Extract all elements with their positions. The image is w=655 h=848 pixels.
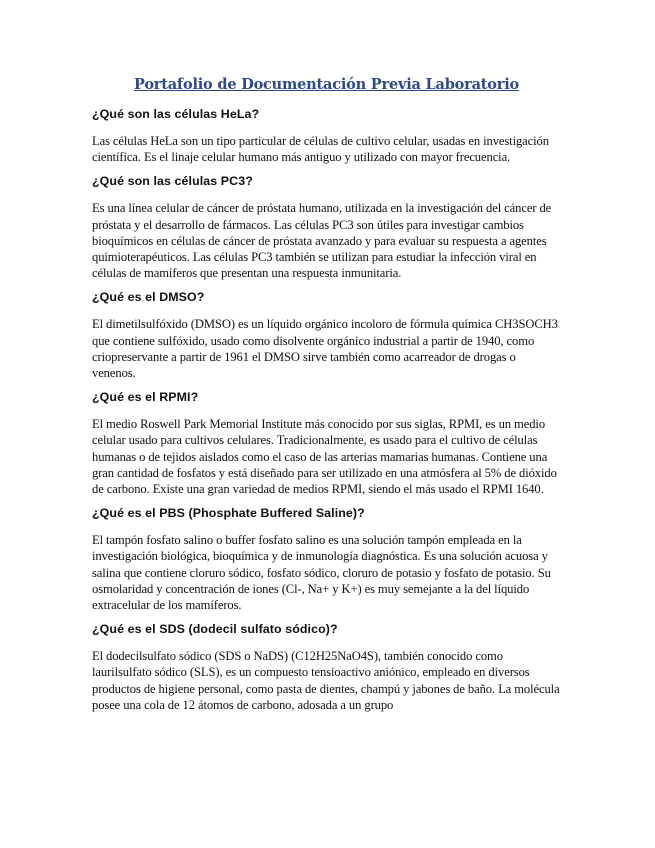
section-heading: ¿Qué son las células PC3? (92, 174, 253, 189)
section-pbs (92, 506, 561, 613)
section-rpmi (92, 390, 561, 497)
section-heading: ¿Qué es el RPMI? (92, 390, 199, 405)
section-heading: ¿Qué es el PBS (Phosphate Buffered Saline)? (92, 506, 365, 521)
section-body: El tampón fosfato salino o buffer fosfato salino es una solución tampón empleada en la investigación biológica, bioquímica y de inmunología diagnóstica. Es una solución acuosa y salina que contiene cloruro sódico, fosfato sódico, cloruro de potasio y fosfato de potasio. Su osmolaridad y concentración de iones (Cl-, Na+ y K+) es muy semejante a la del líquido extracelular de los mamíferos. (92, 533, 551, 613)
section-heading: ¿Qué es el DMSO? (92, 290, 205, 305)
section-sds (92, 622, 561, 713)
section-dmso (92, 290, 561, 381)
page-title: Portafolio de Documentación Previa Laboratorio (134, 76, 519, 93)
section-body: Las células HeLa son un tipo particular de células de cultivo celular, usadas en investigación científica. Es el linaje celular humano más antiguo y utilizado con mayor frecuencia. (92, 134, 549, 165)
section-body: El dimetilsulfóxido (DMSO) es un líquido orgánico incoloro de fórmula química CH3SOCH3 que contiene sulfóxido, usado como disolvente orgánico industrial a partir de 1940, como criopreservante a partir de 1961 el DMSO sirve también como acarreador de drogas o venenos. (92, 317, 558, 381)
section-pc3 (92, 174, 561, 281)
section-body: El dodecilsulfato sódico (SDS o NaDS) (C12H25NaO4S), también conocido como laurilsulfato sódico (SLS), es un compuesto tensioactivo aniónico, empleado en diversos productos de higiene personal, como pasta de dientes, champú y jabones de baño. La molécula posee una cola de 12 átomos de carbono, adosada a un grupo (92, 649, 560, 712)
section-heading: ¿Qué es el SDS (dodecil sulfato sódico)? (92, 622, 338, 637)
section-heading: ¿Qué son las células HeLa? (92, 107, 260, 121)
section-body: El medio Roswell Park Memorial Institute más conocido por sus siglas, RPMI, es un medio celular usado para cultivos celulares. Tradicionalmente, es usado para el cultivo de células humanas o de tejidos aislados como el caso de las arterias mamarias humanas. Contiene una gran cantidad de fosfatos y está diseñado para ser utilizado en una atmósfera al 5% de dióxido de carbono. Existe una gran variedad de medios RPMI, siendo el más usado el RPMI 1640. (92, 417, 557, 497)
section-body: Es una línea celular de cáncer de próstata humano, utilizada en la investigación del cáncer de próstata y el desarrollo de fármacos. Las células PC3 son útiles para investigar cambios bioquímicos en células de cáncer de próstata avanzado y para evaluar su respuesta a agentes quimioterapéuticos. Las células PC3 también se utilizan para estudiar la infección viral en células de mamíferos que presentan una respuesta inmunitaria. (92, 201, 552, 281)
section-hela (92, 107, 561, 165)
